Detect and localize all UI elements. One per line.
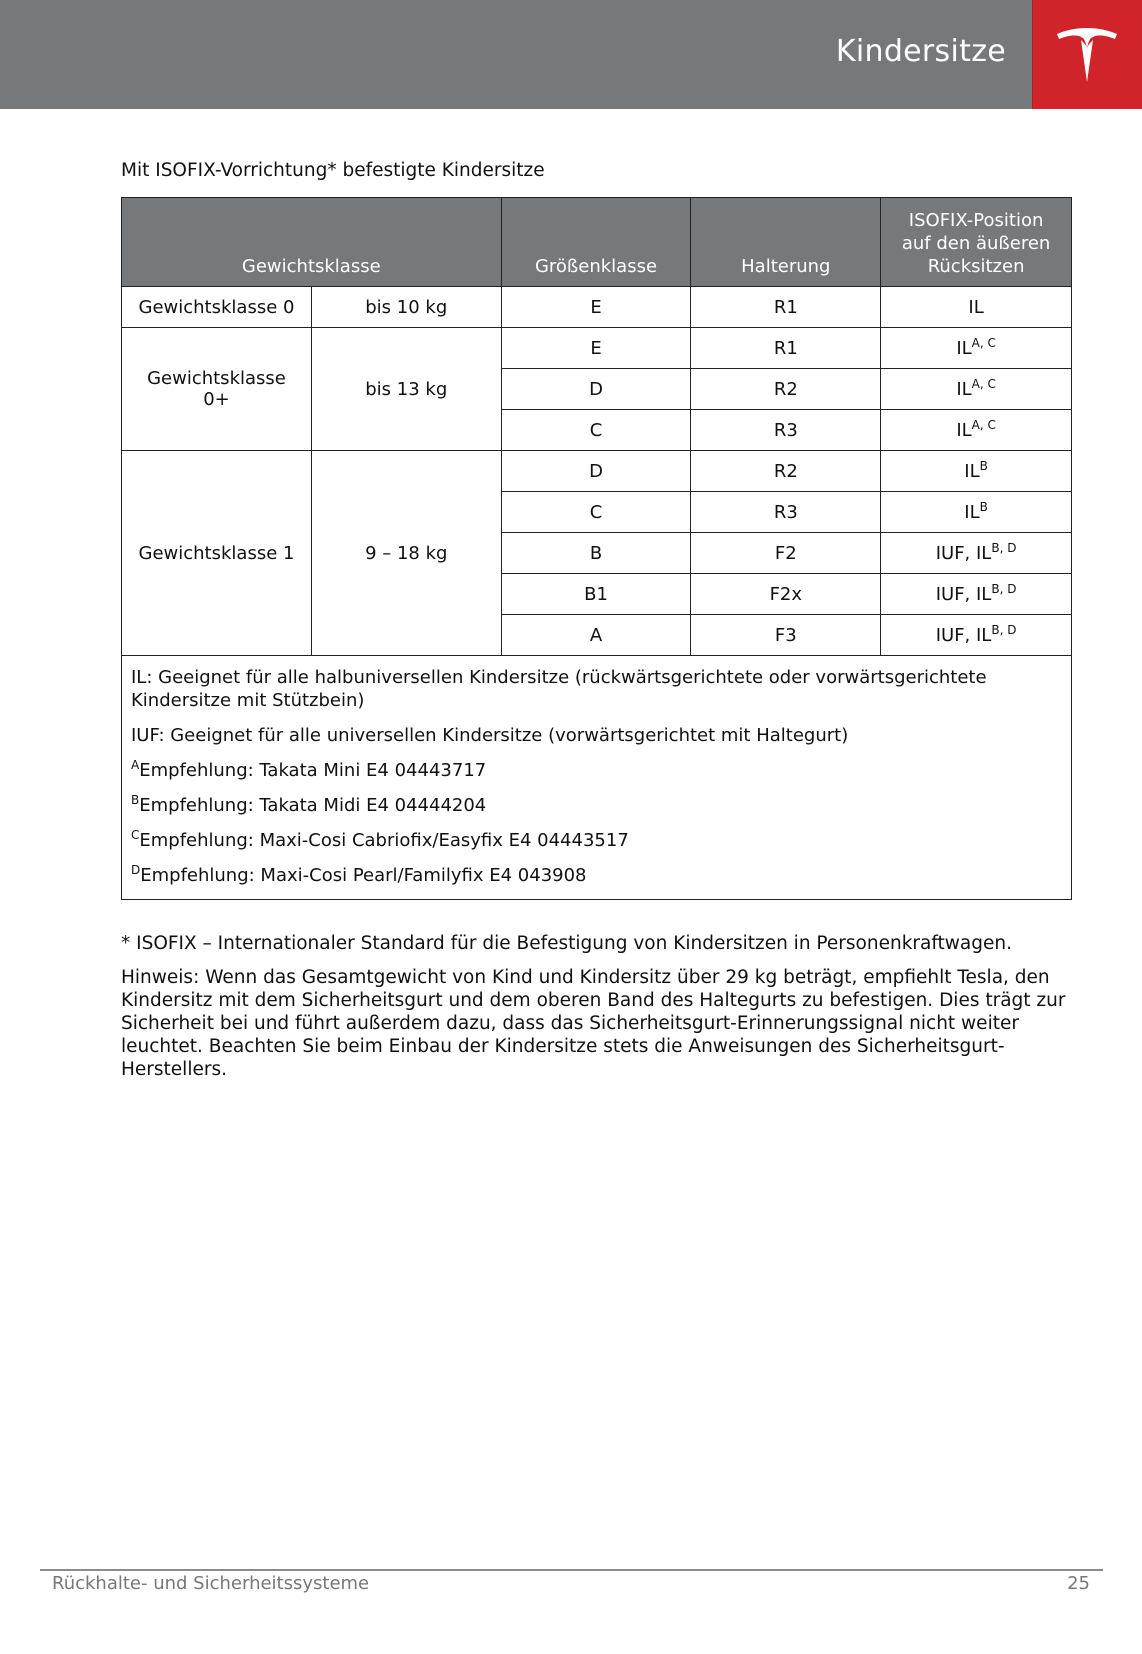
mount-cell: R3 bbox=[691, 492, 881, 533]
footer-section: Rückhalte- und Sicherheitssysteme bbox=[52, 1573, 370, 1594]
isofix-position-cell bbox=[881, 574, 1072, 615]
mount-cell: R2 bbox=[691, 369, 881, 410]
mount-cell: F3 bbox=[691, 615, 881, 656]
note-marker: B bbox=[131, 793, 140, 807]
weight-class-cell: Gewichtsklasse 1 bbox=[122, 451, 312, 656]
mount-cell: R2 bbox=[691, 451, 881, 492]
hint-label: Hinweis: bbox=[121, 967, 200, 988]
legend-note bbox=[131, 864, 1062, 887]
isofix-footnote: * ISOFIX – Internationaler Standard für die Befestigung von Kindersitzen in Personenkraftwagen. bbox=[121, 933, 1012, 954]
table-header-row bbox=[122, 198, 1072, 287]
isofix-position-cell bbox=[881, 533, 1072, 574]
legend-note bbox=[131, 829, 1062, 852]
size-class-cell: B1 bbox=[501, 574, 691, 615]
size-class-cell: E bbox=[501, 328, 691, 369]
note-text: IL: Geeignet für alle halbuniversellen Kindersitze (rückwärtsgerichtete oder vorwärtsgerichtete Kindersitze mit Stützbein) bbox=[131, 667, 987, 711]
legend-note bbox=[131, 724, 1062, 747]
size-class-cell: C bbox=[501, 410, 691, 451]
isofix-position-cell bbox=[881, 451, 1072, 492]
hint-paragraph bbox=[121, 966, 1081, 1081]
legend-note bbox=[131, 794, 1062, 817]
isofix-position-cell bbox=[881, 492, 1072, 533]
header-weight-class: Gewichtsklasse bbox=[122, 198, 502, 287]
position-footnote-ref: B, D bbox=[991, 622, 1017, 637]
mount-cell: F2x bbox=[691, 574, 881, 615]
mount-cell: R3 bbox=[691, 410, 881, 451]
position-footnote-ref: A, C bbox=[971, 376, 996, 391]
tesla-logo-icon bbox=[1055, 26, 1119, 84]
note-text: Empfehlung: Takata Midi E4 04444204 bbox=[139, 795, 487, 816]
note-text: Empfehlung: Maxi-Cosi Cabriofix/Easyfix E4 04443517 bbox=[139, 830, 629, 851]
hint-text: Wenn das Gesamtgewicht von Kind und Kindersitz über 29 kg beträgt, empfiehlt Tesla, den Kindersitz mit dem Sicherheitsgurt und dem oberen Band des Haltegurts zu befestigen. Dies trägt zur Sicherheit bei und führt außerdem dazu, dass das Sicherheitsgurt-Erinnerungssignal nicht weiter leuchtet. Beachten Sie beim Einbau der Kindersitze stets die Anweisungen des Sicherheitsgurt-Herstellers. bbox=[121, 967, 1066, 1080]
weight-range-cell: bis 13 kg bbox=[311, 328, 501, 451]
legend-note bbox=[131, 759, 1062, 782]
position-footnote-ref: A, C bbox=[971, 335, 996, 350]
isofix-position-cell bbox=[881, 287, 1072, 328]
position-value: IUF, IL bbox=[935, 542, 992, 564]
weight-range-cell: 9 – 18 kg bbox=[311, 451, 501, 656]
tesla-logo bbox=[1032, 0, 1142, 109]
size-class-cell: C bbox=[501, 492, 691, 533]
position-value: IL bbox=[964, 501, 980, 523]
position-footnote-ref: B bbox=[979, 458, 988, 473]
position-value: IUF, IL bbox=[935, 624, 992, 646]
header-isofix-position: ISOFIX-Position auf den äußeren Rücksitzen bbox=[881, 198, 1072, 287]
legend-note bbox=[131, 666, 1062, 712]
header-bar bbox=[0, 0, 1032, 109]
section-title: Mit ISOFIX-Vorrichtung* befestigte Kindersitze bbox=[121, 160, 545, 181]
footer-divider bbox=[40, 1569, 1103, 1571]
table-row bbox=[122, 287, 1072, 328]
weight-class-cell: Gewichtsklasse 0+ bbox=[122, 328, 312, 451]
size-class-cell: D bbox=[501, 369, 691, 410]
size-class-cell: B bbox=[501, 533, 691, 574]
note-text: IUF: Geeignet für alle universellen Kindersitze (vorwärtsgerichtet mit Haltegurt) bbox=[131, 725, 849, 746]
mount-cell: R1 bbox=[691, 287, 881, 328]
position-footnote-ref: A, C bbox=[971, 417, 996, 432]
position-footnote-ref: B bbox=[979, 499, 988, 514]
isofix-position-cell bbox=[881, 410, 1072, 451]
size-class-cell: D bbox=[501, 451, 691, 492]
size-class-cell: E bbox=[501, 287, 691, 328]
legend-notes bbox=[122, 656, 1072, 900]
header-mount: Halterung bbox=[691, 198, 881, 287]
isofix-position-cell bbox=[881, 328, 1072, 369]
page-header-title: Kindersitze bbox=[835, 34, 1006, 69]
notes-row bbox=[122, 656, 1072, 900]
isofix-position-cell bbox=[881, 369, 1072, 410]
position-footnote-ref: B, D bbox=[991, 581, 1017, 596]
position-value: IL bbox=[956, 378, 972, 400]
isofix-table bbox=[121, 197, 1072, 900]
position-value: IL bbox=[968, 296, 984, 318]
position-value: IUF, IL bbox=[935, 583, 992, 605]
mount-cell: R1 bbox=[691, 328, 881, 369]
weight-class-cell: Gewichtsklasse 0 bbox=[122, 287, 312, 328]
size-class-cell: A bbox=[501, 615, 691, 656]
note-marker: C bbox=[131, 828, 140, 842]
table-row bbox=[122, 328, 1072, 369]
mount-cell: F2 bbox=[691, 533, 881, 574]
note-text: Empfehlung: Maxi-Cosi Pearl/Familyfix E4 043908 bbox=[140, 865, 587, 886]
note-marker: A bbox=[131, 758, 140, 772]
weight-range-cell: bis 10 kg bbox=[311, 287, 501, 328]
position-footnote-ref: B, D bbox=[991, 540, 1017, 555]
position-value: IL bbox=[956, 337, 972, 359]
note-marker: D bbox=[131, 863, 141, 877]
table-row bbox=[122, 451, 1072, 492]
isofix-position-cell bbox=[881, 615, 1072, 656]
header-size-class: Größenklasse bbox=[501, 198, 691, 287]
page-number: 25 bbox=[1067, 1573, 1090, 1594]
after-table-text bbox=[121, 932, 1081, 1092]
position-value: IL bbox=[956, 419, 972, 441]
note-text: Empfehlung: Takata Mini E4 04443717 bbox=[139, 760, 487, 781]
position-value: IL bbox=[964, 460, 980, 482]
